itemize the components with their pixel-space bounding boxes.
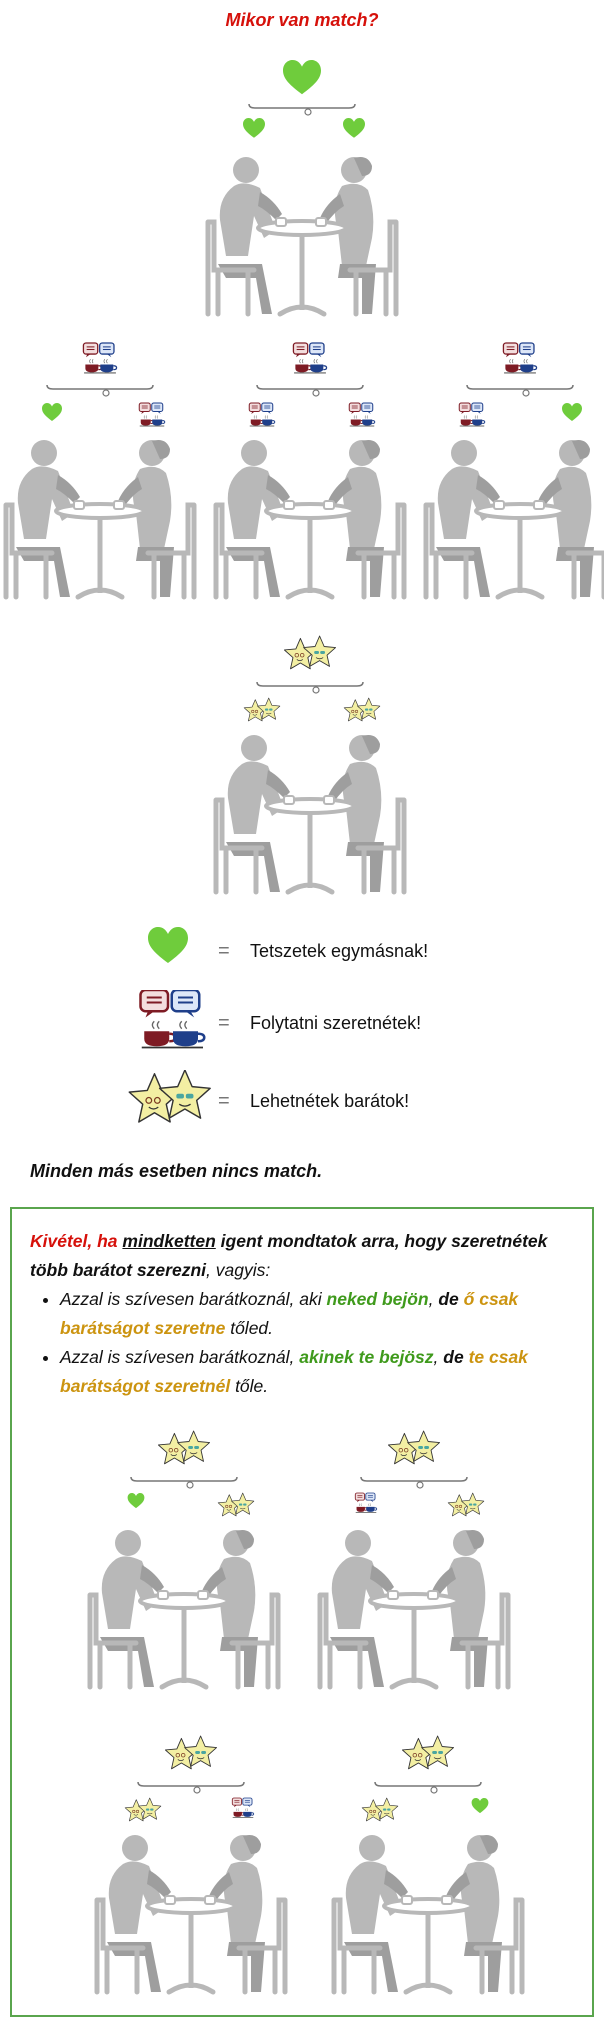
heart-icon bbox=[42, 403, 62, 421]
couple-at-table-icon bbox=[90, 1530, 278, 1687]
friendship-stars-icon bbox=[158, 1431, 209, 1464]
friendship-stars-icon bbox=[165, 1736, 216, 1769]
friendship-stars-icon bbox=[129, 1070, 210, 1122]
scene-heart-friends bbox=[86, 1431, 282, 1691]
scene-coffee-friends bbox=[316, 1431, 512, 1691]
coffee-chat-icon bbox=[355, 1493, 376, 1512]
couple-at-table-icon bbox=[216, 735, 404, 892]
scene-heart-coffee bbox=[2, 343, 198, 603]
coffee-chat-icon bbox=[503, 343, 536, 373]
coffee-chat-icon bbox=[139, 403, 165, 426]
scene-coffee-coffee bbox=[212, 343, 408, 603]
friendship-stars-icon bbox=[125, 1798, 161, 1821]
legend-equals: = bbox=[218, 1012, 230, 1034]
friendship-stars-icon bbox=[218, 1493, 254, 1516]
legend-friends-row bbox=[0, 1068, 604, 1128]
page-title: Mikor van match? bbox=[225, 10, 379, 30]
couple-at-table-icon bbox=[320, 1530, 508, 1687]
couple-at-table-icon bbox=[6, 440, 194, 597]
coffee-chat-icon bbox=[232, 1798, 253, 1817]
legend-label: Tetszetek egymásnak! bbox=[250, 941, 429, 961]
no-match-note: Minden más esetben nincs match. bbox=[30, 1161, 323, 1181]
coffee-chat-icon bbox=[349, 403, 375, 426]
friendship-stars-icon bbox=[126, 1070, 213, 1132]
friendship-stars-icon bbox=[388, 1431, 439, 1464]
heart-icon bbox=[128, 1493, 145, 1508]
friendship-stars-icon bbox=[284, 636, 335, 669]
couple-at-table-icon bbox=[216, 440, 404, 597]
heart-icon bbox=[472, 1798, 489, 1813]
scene-friends-coffee bbox=[93, 1736, 289, 1996]
heart-icon bbox=[243, 118, 265, 138]
legend-equals: = bbox=[218, 940, 230, 962]
couple-at-table-icon bbox=[426, 440, 604, 597]
coffee-chat-icon bbox=[249, 403, 275, 426]
legend-heart-row bbox=[0, 922, 604, 982]
legend-coffee-row bbox=[0, 990, 604, 1050]
coffee-chat-icon bbox=[141, 990, 205, 1048]
couple-at-table-icon bbox=[97, 1835, 285, 1992]
coffee-chat-icon bbox=[138, 990, 207, 1054]
friendship-stars-icon bbox=[362, 1798, 398, 1821]
couple-at-table-icon bbox=[208, 157, 396, 314]
scene-friends-friends bbox=[212, 636, 408, 896]
friendship-stars-icon bbox=[448, 1493, 484, 1516]
exception-bullet-2: • Azzal is szívesen barátkoznál, akinek te bejösz, de te csak barátságot szeretnél tőle. bbox=[60, 1343, 570, 1401]
scene-friends-heart bbox=[330, 1736, 526, 1996]
exception-intro: Kivétel, ha mindketten igent mondtatok arra, hogy szeretnétek több barátot szerezni, vagyis: bbox=[30, 1231, 548, 1280]
friendship-stars-icon bbox=[402, 1736, 453, 1769]
coffee-chat-icon bbox=[459, 403, 485, 426]
friendship-stars-icon bbox=[344, 698, 380, 721]
coffee-chat-icon bbox=[293, 343, 326, 373]
exception-text bbox=[30, 1227, 570, 1401]
heart-icon bbox=[562, 403, 582, 421]
heart-icon bbox=[283, 60, 321, 94]
legend-label: Folytatni szeretnétek! bbox=[250, 1013, 422, 1033]
friendship-stars-icon bbox=[244, 698, 280, 721]
heart-icon bbox=[343, 118, 365, 138]
heart-icon bbox=[148, 927, 188, 968]
scene-match-heart bbox=[204, 60, 400, 320]
legend-equals: = bbox=[218, 1090, 230, 1112]
couple-at-table-icon bbox=[334, 1835, 522, 1992]
coffee-chat-icon bbox=[83, 343, 116, 373]
legend-label: Lehetnétek barátok! bbox=[250, 1091, 410, 1111]
exception-bullet-1: • Azzal is szívesen barátkoznál, aki neked bejön, de ő csak barátságot szeretne tőled. bbox=[60, 1285, 570, 1343]
heart-icon bbox=[148, 927, 188, 963]
scene-coffee-heart bbox=[422, 343, 604, 603]
